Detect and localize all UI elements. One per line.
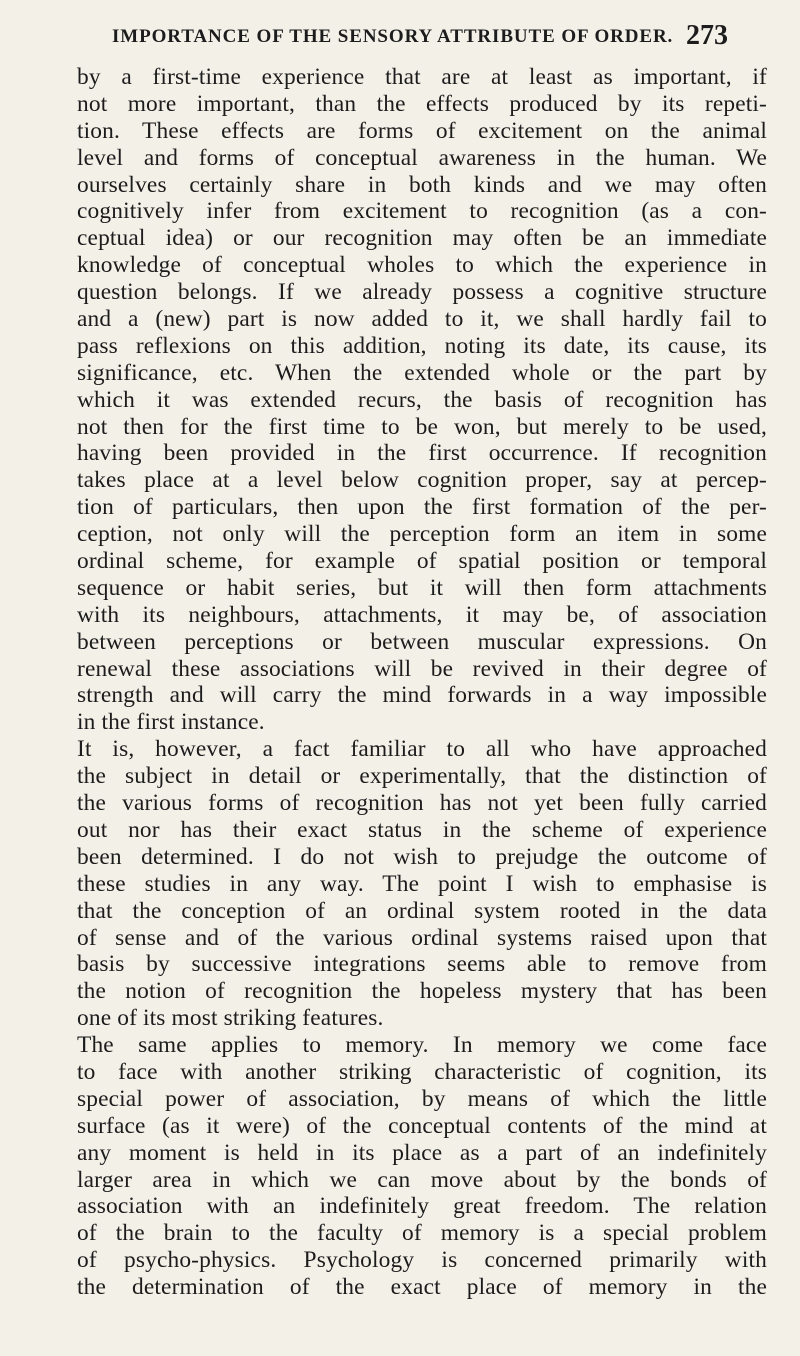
text-line: that the conception of an ordinal system rooted in the data: [77, 897, 767, 924]
text-line: by a first-time experience that are at least as important, if: [77, 64, 767, 90]
text-line: been determined. I do not wish to prejudge the outcome of: [77, 843, 767, 870]
text-line: the determination of the exact place of memory in the: [77, 1274, 767, 1301]
text-line: not more important, than the effects produced by its repeti-: [77, 90, 767, 117]
running-title: IMPORTANCE OF THE SENSORY ATTRIBUTE OF ORDER.: [112, 26, 674, 47]
text-line: one of its most striking features.: [77, 1005, 384, 1032]
text-line: in the first instance.: [77, 709, 265, 736]
text-line: not then for the first time to be won, but merely to be used,: [77, 413, 767, 440]
text-line: out nor has their exact status in the scheme of experience: [77, 816, 767, 843]
text-line: surface (as it were) of the conceptual contents of the mind at: [77, 1112, 767, 1139]
text-line: question belongs. If we already possess a cognitive structure: [77, 279, 767, 306]
text-line: association with an indefinitely great freedom. The relation: [77, 1193, 767, 1220]
text-line: of psycho-physics. Psychology is concerned primarily with: [77, 1247, 767, 1274]
text-line: these studies in any way. The point I wish to emphasise is: [77, 870, 767, 897]
text-line: basis by successive integrations seems able to remove from: [77, 951, 767, 978]
text-line: special power of association, by means of which the little: [77, 1085, 767, 1112]
text-line: having been provided in the first occurrence. If recognition: [77, 440, 767, 467]
text-line: significance, etc. When the extended whole or the part by: [77, 359, 767, 386]
text-line: of sense and of the various ordinal systems raised upon that: [77, 924, 767, 951]
text-line: strength and will carry the mind forwards in a way impossible: [77, 682, 767, 709]
text-line: sequence or habit series, but it will then form attachments: [77, 574, 767, 601]
text-line: with its neighbours, attachments, it may be, of association: [77, 601, 767, 628]
text-line: which it was extended recurs, the basis of recognition has: [77, 386, 767, 413]
text-line: between perceptions or between muscular expressions. On: [77, 628, 767, 655]
text-line: ordinal scheme, for example of spatial position or temporal: [77, 548, 767, 575]
text-line: any moment is held in its place as a part of an indefinitely: [77, 1139, 767, 1166]
text-line: to face with another striking characteristic of cognition, its: [77, 1058, 767, 1085]
text-line: knowledge of conceptual wholes to which the experience in: [77, 252, 767, 279]
text-line: cognitively infer from excitement to recognition (as a con-: [77, 198, 767, 225]
text-line: renewal these associations will be revived in their degree of: [77, 655, 767, 682]
text-line: larger area in which we can move about by the bonds of: [77, 1166, 767, 1193]
text-line: ourselves certainly share in both kinds and we may often: [77, 171, 767, 198]
text-line: pass reflexions on this addition, noting its date, its cause, its: [77, 332, 767, 359]
text-line: of the brain to the faculty of memory is a special problem: [77, 1220, 767, 1247]
text-line: level and forms of conceptual awareness in the human. We: [77, 144, 767, 171]
text-line: The same applies to memory. In memory we come face: [77, 1032, 767, 1059]
text-line: It is, however, a fact familiar to all who have approached: [77, 736, 767, 763]
text-line: the various forms of recognition has not yet been fully carried: [77, 790, 767, 817]
text-line: the notion of recognition the hopeless mystery that has been: [77, 978, 767, 1005]
text-line: takes place at a level below cognition proper, say at percep-: [77, 467, 767, 494]
body-text: [77, 64, 767, 1301]
page-number: 273: [686, 20, 728, 51]
text-line: ceptual idea) or our recognition may often be an immediate: [77, 225, 767, 252]
text-line: tion. These effects are forms of excitement on the animal: [77, 117, 767, 144]
text-line: ception, not only will the perception form an item in some: [77, 521, 767, 548]
text-line: and a (new) part is now added to it, we shall hardly fail to: [77, 306, 767, 333]
running-head: [112, 18, 728, 50]
text-line: the subject in detail or experimentally, that the distinction of: [77, 763, 767, 790]
text-line: tion of particulars, then upon the first formation of the per-: [77, 494, 767, 521]
